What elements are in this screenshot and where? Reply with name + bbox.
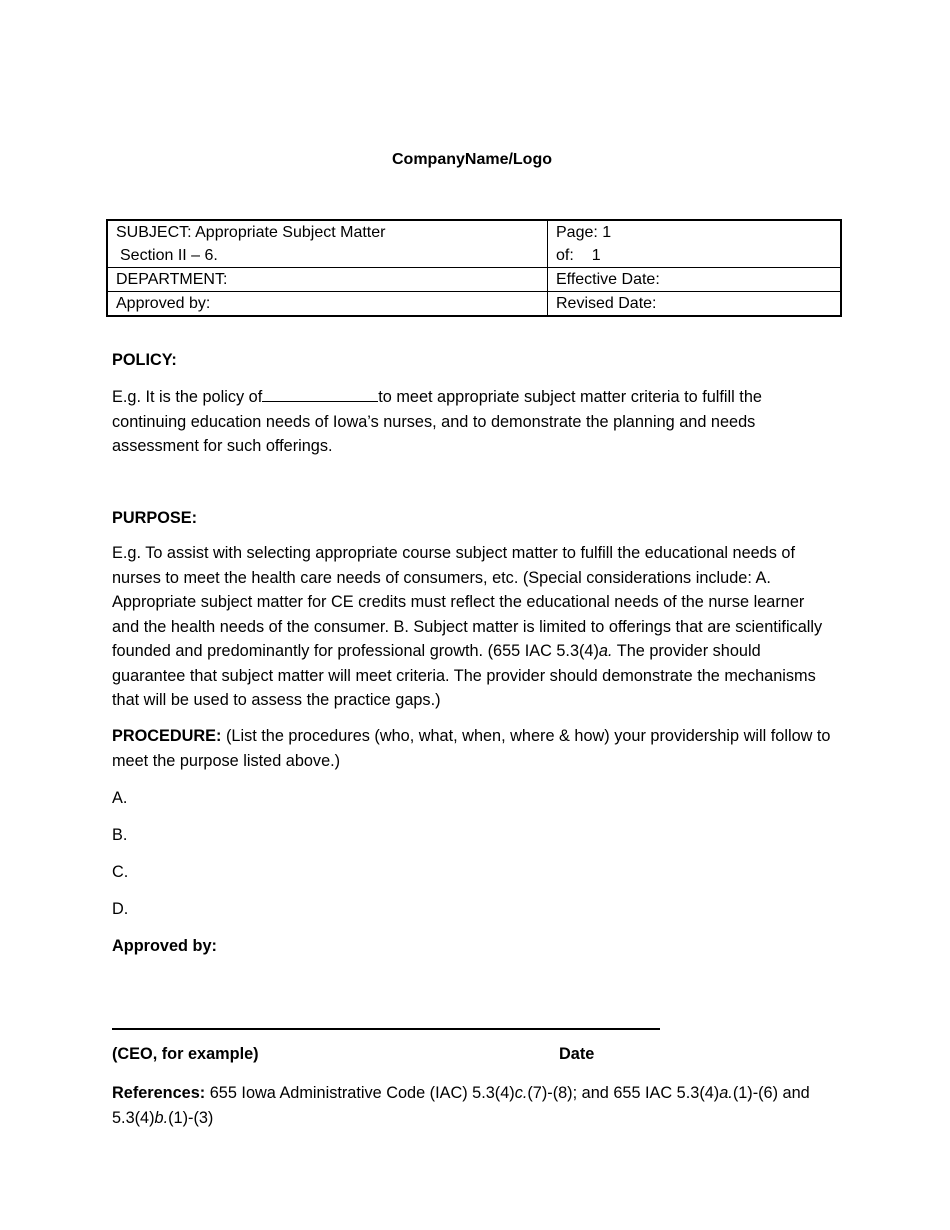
approved-by-heading: Approved by: xyxy=(112,937,217,955)
references-italic2: a. xyxy=(719,1084,733,1102)
procedure-heading: PROCEDURE: xyxy=(112,727,222,745)
department-cell: DEPARTMENT: xyxy=(107,268,548,292)
subject-cell xyxy=(107,220,548,268)
policy-text-start: E.g. It is the policy of xyxy=(112,388,263,406)
purpose-text-part2: The provider should guarantee that subject matter will meet criteria. The provider should demonstrate the mechanisms that will be used to assess the practice gaps.) xyxy=(112,642,816,709)
signature-line xyxy=(112,1028,660,1030)
table-row xyxy=(107,268,841,292)
policy-text-end: to meet appropriate subject matter criteria to fulfill the continuing education needs of Iowa’s nurses, and to demonstrate the planning and needs assessment for such offerings. xyxy=(112,388,762,455)
references-italic1: c. xyxy=(514,1084,528,1102)
procedure-description: (List the procedures (who, what, when, where & how) your providership will follow to meet the purpose listed above.) xyxy=(112,727,831,770)
revised-date-cell: Revised Date: xyxy=(548,292,842,317)
procedure-text xyxy=(112,724,832,773)
references-italic3: b. xyxy=(154,1108,169,1127)
policy-heading: POLICY: xyxy=(112,351,177,369)
list-item: D. xyxy=(112,900,129,918)
list-item: A. xyxy=(112,789,128,807)
purpose-text xyxy=(112,541,832,713)
page-number: Page: 1 xyxy=(556,224,612,241)
subject-text: SUBJECT: Appropriate Subject Matter xyxy=(116,224,386,241)
company-logo-placeholder: CompanyName/Logo xyxy=(391,151,552,168)
date-label: Date xyxy=(559,1045,595,1063)
purpose-text-part1: E.g. To assist with selecting appropriate course subject matter to fulfill the educational needs of nurses to meet the health care needs of consumers, etc. (Special considerations include: A. Appropriate subject matter for CE credits must reflect the educational needs of the nurse learner and the health needs of the consumer. B. Subject matter is limited to offerings that are scientifically founded and predominantly for professional growth. (655 IAC 5.3(4) xyxy=(112,544,823,660)
of-label: of: xyxy=(556,247,574,264)
references-text xyxy=(112,1081,832,1130)
page-cell xyxy=(548,220,842,268)
blank-fill-line xyxy=(262,385,378,402)
effective-date-cell: Effective Date: xyxy=(548,268,842,292)
references-part1: 655 Iowa Administrative Code (IAC) 5.3(4) xyxy=(205,1084,515,1102)
list-item: B. xyxy=(112,826,128,844)
signer-label: (CEO, for example) xyxy=(112,1045,259,1063)
references-part4: (1)-(3) xyxy=(168,1108,214,1127)
approved-by-cell: Approved by: xyxy=(107,292,548,317)
table-row xyxy=(107,220,841,268)
of-value: 1 xyxy=(591,247,601,264)
list-item: C. xyxy=(112,863,129,881)
document-header-table xyxy=(106,219,842,317)
policy-text xyxy=(112,385,832,459)
table-row xyxy=(107,292,841,317)
purpose-text-italic: a. xyxy=(598,642,613,660)
page-total xyxy=(556,244,832,267)
references-part3: (1)-(6) and 5.3(4) xyxy=(112,1084,810,1127)
references-label: References: xyxy=(112,1084,206,1102)
purpose-heading: PURPOSE: xyxy=(112,509,198,527)
references-part2: (7)-(8); and 655 IAC 5.3(4) xyxy=(527,1084,720,1102)
section-text: Section II – 6. xyxy=(120,247,218,264)
